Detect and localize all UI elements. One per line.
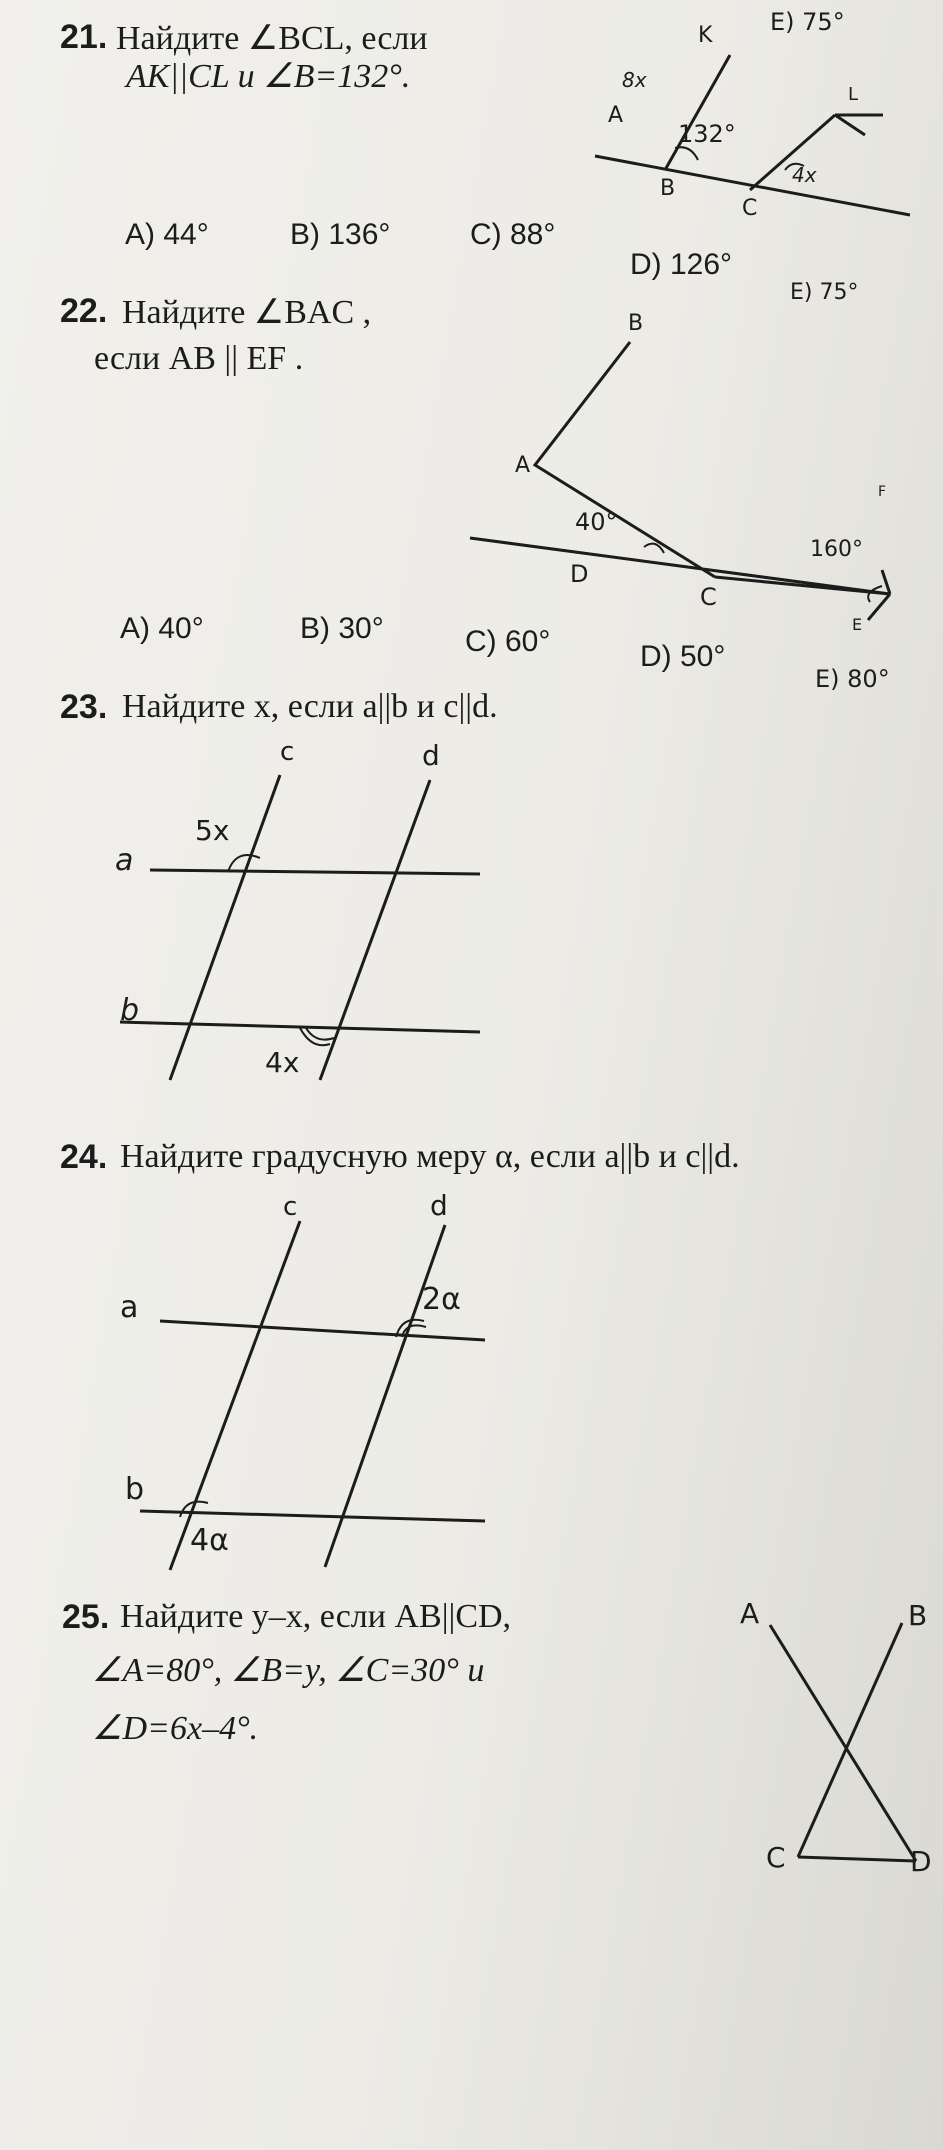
label-d: d [422, 739, 440, 772]
ray-E-down [868, 594, 890, 620]
problem-21-question-line2: AK||CL и ∠B=132°. [126, 58, 411, 95]
broken-line-BAC [535, 342, 715, 577]
label-c: c [283, 1192, 298, 1222]
problem-21-option-d[interactable]: D) 126° [630, 248, 733, 281]
problem-21-question-line1: Найдите ∠BCL, если [116, 20, 428, 57]
problem-24-question: Найдите градусную меру α, если a||b и c||d. [120, 1138, 740, 1175]
problem-25-question-line3: ∠D=6x–4°. [92, 1710, 259, 1747]
ray-EF [882, 570, 890, 594]
problem-21-figure [580, 20, 920, 230]
label-d: d [430, 1189, 448, 1222]
problem-24-number: 24. [60, 1138, 108, 1176]
label-F: F [878, 484, 887, 500]
label-40: 40° [575, 508, 618, 536]
label-2alpha: 2α [422, 1282, 461, 1317]
problem-22-option-e[interactable]: E) 80° [815, 665, 890, 693]
label-L: L [848, 84, 859, 105]
label-b: b [125, 1472, 145, 1507]
label-A: A [740, 1597, 760, 1630]
label-4x: 4x [792, 163, 817, 187]
ray-C-lower [835, 115, 865, 135]
label-A: A [608, 103, 624, 128]
line-d [320, 780, 430, 1080]
label-D: D [570, 560, 589, 588]
angle-5x-arc [228, 855, 260, 872]
line-c [170, 1221, 300, 1570]
label-C: C [742, 196, 758, 221]
problem-22-option-a[interactable]: A) 40° [120, 612, 204, 645]
line-b [120, 1022, 480, 1032]
segment-CE [715, 577, 890, 594]
angle-4x-arc-2 [306, 1028, 334, 1040]
problem-22-option-c[interactable]: C) 60° [465, 625, 551, 658]
ray-AK [665, 55, 730, 170]
problem-25-number: 25. [62, 1598, 110, 1636]
problem-22-number: 22. [60, 292, 108, 330]
problem-23-question: Найдите x, если a||b и c||d. [122, 688, 498, 725]
label-8x: 8x [622, 68, 647, 92]
problem-22-question-line1: Найдите ∠BAC , [122, 294, 372, 331]
label-K: K [698, 23, 713, 48]
problem-25-figure [730, 1595, 930, 1895]
label-A: A [515, 453, 531, 478]
problem-23-number: 23. [60, 688, 108, 726]
problem-21-option-e[interactable]: E) 75° [770, 8, 845, 36]
problem-22-option-b[interactable]: B) 30° [300, 612, 384, 645]
problem-22-option-d[interactable]: D) 50° [640, 640, 726, 673]
line-a [150, 870, 480, 874]
label-160: 160° [810, 537, 863, 562]
label-132: 132° [678, 120, 736, 148]
label-B: B [660, 176, 676, 201]
problem-25-question-line2: ∠A=80°, ∠B=y, ∠C=30° и [92, 1652, 485, 1689]
segment-AD [770, 1625, 916, 1861]
line-d [325, 1225, 445, 1567]
label-B: B [628, 311, 644, 336]
label-b: b [120, 993, 140, 1028]
label-C: C [700, 583, 717, 611]
problem-22-hand-note: E) 75° [790, 280, 859, 305]
label-E: E [852, 615, 863, 634]
problem-23-figure [100, 737, 500, 1090]
problem-24-figure [100, 1185, 500, 1575]
label-5x: 5x [195, 814, 230, 847]
problem-25-question-line1: Найдите y–x, если AB||CD, [120, 1598, 512, 1635]
label-c: c [280, 737, 295, 767]
problem-22-figure [470, 310, 910, 640]
label-a: a [120, 1290, 139, 1325]
label-4x: 4x [265, 1046, 300, 1079]
label-4alpha: 4α [190, 1523, 229, 1558]
problem-21-option-c[interactable]: C) 88° [470, 218, 556, 251]
segment-BC [798, 1623, 902, 1857]
label-B: B [908, 1599, 928, 1632]
label-D: D [910, 1845, 932, 1878]
problem-21-number: 21. [60, 18, 108, 56]
label-a: a [115, 843, 134, 878]
line-a [160, 1321, 485, 1340]
problem-21-option-b[interactable]: B) 136° [290, 218, 391, 251]
problem-22-question-line2: если AB || EF . [94, 340, 304, 377]
label-C: C [766, 1841, 786, 1874]
problem-21-option-a[interactable]: A) 44° [125, 218, 209, 251]
segment-CD [798, 1857, 916, 1861]
